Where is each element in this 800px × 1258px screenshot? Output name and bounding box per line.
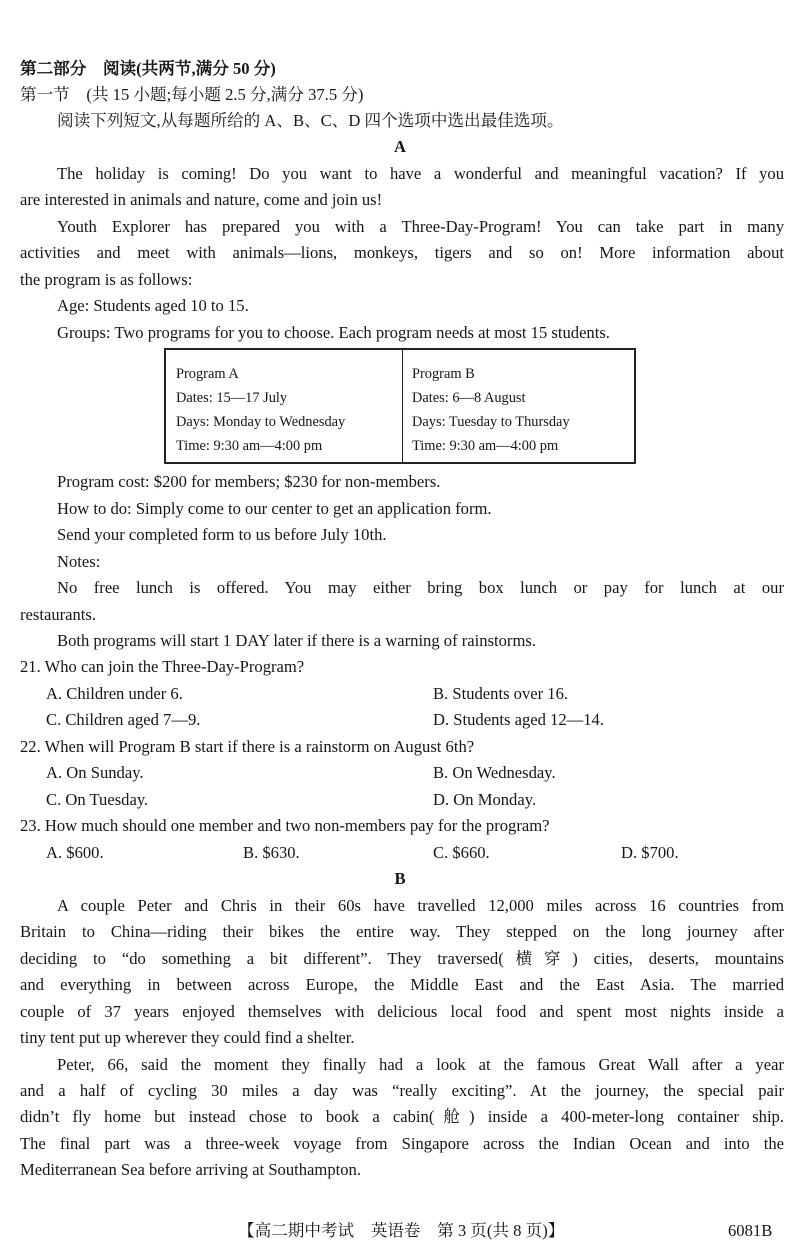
paper-code: 6081B <box>728 1221 773 1240</box>
passage-b-line: Mediterranean Sea before arriving at Southampton. <box>20 1160 361 1179</box>
program-cost: Program cost: $200 for members; $230 for non-members. <box>57 472 441 491</box>
program-b-title: Program B <box>412 366 475 382</box>
option-b[interactable]: B. Students over 16. <box>433 684 569 703</box>
question-stem: 21. Who can join the Three-Day-Program? <box>20 657 305 676</box>
option-d[interactable]: D. Students aged 12—14. <box>433 710 604 729</box>
passage-b-line: Peter, 66, said the moment they finally had a look at the famous Great Wall after a year <box>57 1055 784 1074</box>
program-a-cell <box>176 362 345 458</box>
page-footer-title: 【高二期中考试 英语卷 第 3 页(共 8 页)】 <box>238 1221 565 1240</box>
part-heading: 第二部分 阅读(共两节,满分 50 分) <box>20 59 276 78</box>
option-d[interactable]: D. On Monday. <box>433 790 537 809</box>
program-b-time: Time: 9:30 am—4:00 pm <box>412 438 559 454</box>
option-a[interactable]: A. Children under 6. <box>46 684 183 703</box>
option-d[interactable]: D. $700. <box>621 843 679 862</box>
passage-a-label: A <box>394 137 406 156</box>
program-table <box>164 348 636 464</box>
program-a-days: Days: Monday to Wednesday <box>176 414 346 430</box>
passage-b-line: and a half of cycling 30 miles a day was “really exciting”. At the journey, the special pair <box>20 1081 784 1100</box>
passage-a-line: Age: Students aged 10 to 15. <box>57 296 249 315</box>
program-b-days: Days: Tuesday to Thursday <box>412 414 570 430</box>
passage-a-line: are interested in animals and nature, come and join us! <box>20 190 383 209</box>
passage-a-line: Groups: Two programs for you to choose. Each program needs at most 15 students. <box>57 323 610 342</box>
option-b[interactable]: B. On Wednesday. <box>433 763 556 782</box>
passage-b-line: Britain to China—riding their bikes the entire way. They stepped on the long journey after <box>20 922 784 941</box>
passage-b-line: deciding to “do something a bit different”. They traversed(横穿) cities, deserts, mountains <box>20 949 784 968</box>
passage-b-line: couple of 37 years enjoyed themselves with delicious local food and spent most nights inside a <box>20 1002 784 1021</box>
table-divider <box>402 350 403 462</box>
passage-b-line: and everything in between across Europe, the Middle East and the East Asia. The married <box>20 975 784 994</box>
question-stem: 22. When will Program B start if there is a rainstorm on August 6th? <box>20 737 475 756</box>
option-c[interactable]: C. $660. <box>433 843 490 862</box>
note-lunch: No free lunch is offered. You may either bring box lunch or pay for lunch at our <box>57 578 784 597</box>
section-heading: 第一节 (共 15 小题;每小题 2.5 分,满分 37.5 分) <box>20 85 364 104</box>
send-form: Send your completed form to us before July 10th. <box>57 525 387 544</box>
passage-a-line: Youth Explorer has prepared you with a Three-Day-Program! You can take part in many <box>57 217 784 236</box>
notes-label: Notes: <box>57 552 101 571</box>
passage-b-label: B <box>394 869 406 888</box>
note-rain: Both programs will start 1 DAY later if there is a warning of rainstorms. <box>57 631 536 650</box>
program-b-cell <box>412 362 570 458</box>
program-a-title: Program A <box>176 366 239 382</box>
passage-b-line: didn’t fly home but instead chose to book a cabin(舱) inside a 400-meter-long container ship. <box>20 1107 784 1126</box>
option-a[interactable]: A. On Sunday. <box>46 763 144 782</box>
program-a-time: Time: 9:30 am—4:00 pm <box>176 438 323 454</box>
option-b[interactable]: B. $630. <box>243 843 300 862</box>
passage-a-line: the program is as follows: <box>20 270 193 289</box>
option-c[interactable]: C. Children aged 7—9. <box>46 710 201 729</box>
program-b-dates: Dates: 6—8 August <box>412 390 526 406</box>
passage-b-line: A couple Peter and Chris in their 60s have travelled 12,000 miles across 16 countries from <box>57 896 784 915</box>
passage-b-line: The final part was a three-week voyage from Singapore across the Indian Ocean and into the <box>20 1134 784 1153</box>
question-stem: 23. How much should one member and two non-members pay for the program? <box>20 816 550 835</box>
passage-a-line: The holiday is coming! Do you want to have a wonderful and meaningful vacation? If you <box>57 164 784 183</box>
how-to-do: How to do: Simply come to our center to get an application form. <box>57 499 492 518</box>
instructions: 阅读下列短文,从每题所给的 A、B、C、D 四个选项中选出最佳选项。 <box>57 111 564 130</box>
passage-b-line: tiny tent put up wherever they could find a shelter. <box>20 1028 355 1047</box>
passage-a-line: activities and meet with animals—lions, monkeys, tigers and so on! More information about <box>20 243 784 262</box>
note-lunch-cont: restaurants. <box>20 605 97 624</box>
program-a-dates: Dates: 15—17 July <box>176 390 288 406</box>
option-c[interactable]: C. On Tuesday. <box>46 790 149 809</box>
option-a[interactable]: A. $600. <box>46 843 104 862</box>
